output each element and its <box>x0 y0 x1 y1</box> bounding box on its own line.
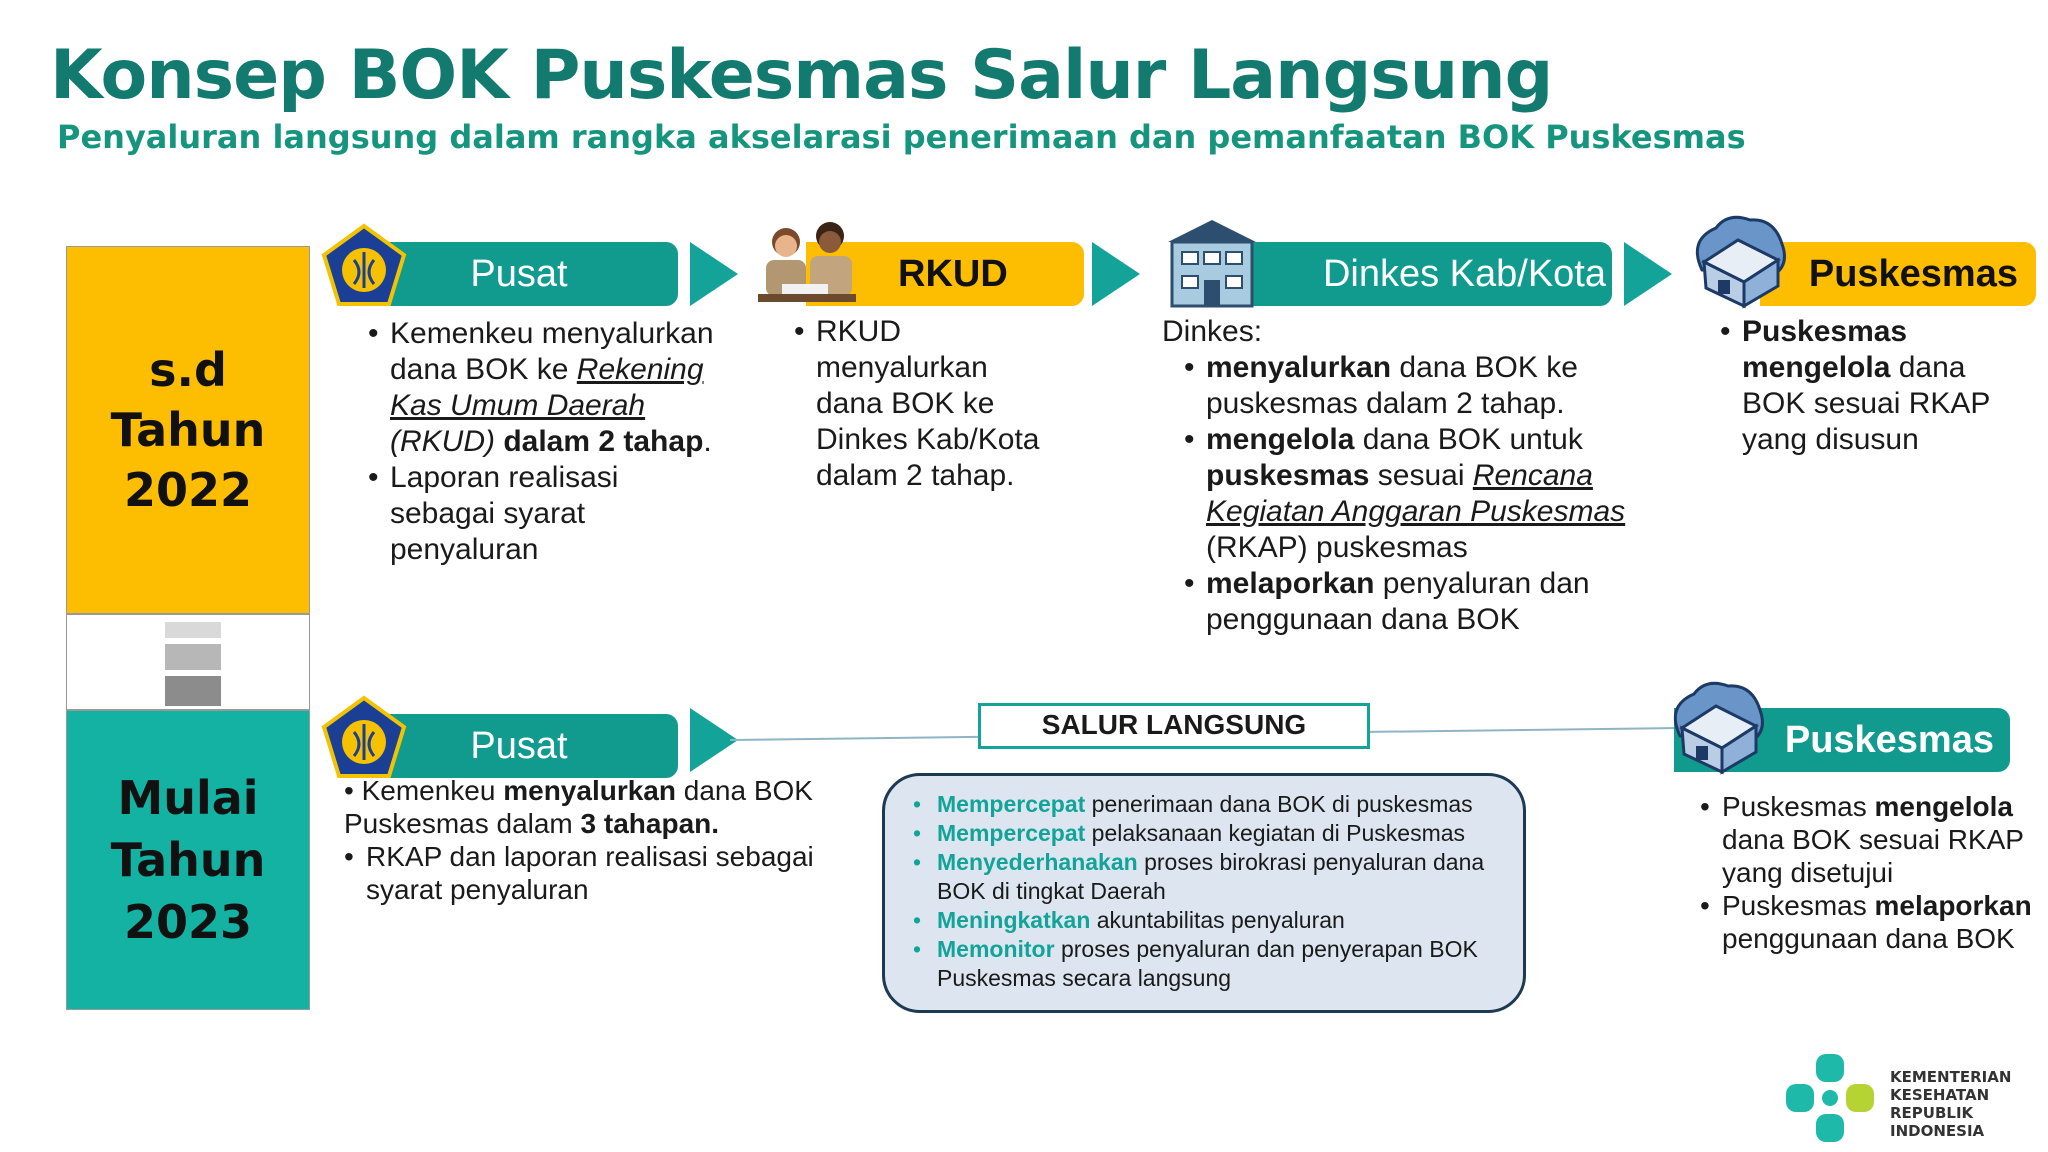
benefit-keyword: Mempercepat <box>937 791 1086 817</box>
dinkes-label: Dinkes Kab/Kota <box>1322 252 1606 295</box>
logo-line: REPUBLIK <box>1890 1104 1974 1122</box>
text: penggunaan dana BOK <box>1722 923 2015 954</box>
kemenkes-logo-text <box>1890 1068 2011 1140</box>
emphasis: Puskesmas mengelola <box>1742 315 1908 384</box>
arrow-right-icon <box>1092 242 1140 306</box>
puskesmas-house-icon <box>1682 210 1792 310</box>
benefit-item <box>913 790 1511 819</box>
puskesmas-label: Puskesmas <box>1784 718 1994 761</box>
emphasis: melaporkan <box>1206 567 1375 600</box>
rkap-term: Rencana Kegiatan Anggaran Puskesmas <box>1206 459 1626 528</box>
office-building-icon <box>1162 218 1262 310</box>
benefit-keyword: Meningkatkan <box>937 907 1091 933</box>
puskesmas-2023-bullet-2 <box>1700 889 2040 955</box>
dinkes-intro: Dinkes: <box>1162 315 1263 348</box>
emphasis: menyalurkan <box>1206 351 1392 384</box>
benefit-keyword: Menyederhanakan <box>937 849 1138 875</box>
rkud-bullet-1: • RKUD menyalurkan dana BOK ke Dinkes Kab/Kota dalam 2 tahap. <box>794 314 1054 494</box>
benefit-keyword: Mempercepat <box>937 820 1086 846</box>
emphasis: mengelola <box>1206 423 1355 456</box>
pusat-2023-bullet-1: • Kemenkeu menyalurkan dana BOK Puskesmas dalam 3 tahapan. <box>344 775 813 839</box>
text: Kemenkeu <box>361 775 504 806</box>
pusat-bullet-2: • Laporan realisasi sebagai syarat penyaluran <box>368 460 728 568</box>
divider-stripe <box>165 622 221 638</box>
divider-stripe <box>165 676 221 706</box>
benefit-text: penerimaan dana BOK di puskesmas <box>1085 791 1473 817</box>
benefit-item <box>913 819 1511 848</box>
pusat-label: Pusat <box>470 724 568 767</box>
page-subtitle: Penyaluran langsung dalam rangka akselarasi penerimaan dan pemanfaatan BOK Puskesmas <box>57 118 1746 156</box>
emphasis: puskesmas <box>1206 459 1370 492</box>
salur-langsung-title: SALUR LANGSUNG <box>978 703 1370 749</box>
dinkes-description <box>1162 314 1650 638</box>
puskesmas-description-2023 <box>1700 790 2040 955</box>
logo-line: INDONESIA <box>1890 1122 1985 1140</box>
emphasis: dalam 2 tahap <box>503 425 704 458</box>
pusat-description-2023 <box>344 774 834 906</box>
salur-langsung-benefits <box>882 773 1526 1013</box>
period-after-line1: Mulai <box>117 771 259 825</box>
dinkes-bullet-3 <box>1184 566 1650 638</box>
pusat-label: Pusat <box>470 252 568 295</box>
emphasis: menyalurkan <box>503 775 676 806</box>
text: . <box>703 425 712 458</box>
logo-line: KEMENTERIAN <box>1890 1068 2012 1086</box>
text: (RKAP) puskesmas <box>1206 531 1468 564</box>
benefit-item <box>913 935 1511 993</box>
text: dana BOK Puskesmas dalam <box>344 775 813 839</box>
dinkes-bullet-1 <box>1184 350 1650 422</box>
text: Puskesmas <box>1722 791 1875 822</box>
period-after-line3: 2023 <box>123 895 252 949</box>
text: dana BOK ke puskesmas dalam 2 tahap. <box>1206 351 1578 420</box>
puskesmas-2023-bullet-1 <box>1700 790 2040 889</box>
benefit-item <box>913 906 1511 935</box>
text: (RKUD) <box>390 425 504 458</box>
arrow-right-icon <box>690 242 738 306</box>
period-after-line2: Tahun <box>110 833 266 887</box>
kemenkes-logo-icon <box>1782 1050 1878 1146</box>
benefit-text: proses penyaluran dan penyerapan BOK Puskesmas secara langsung <box>937 936 1478 991</box>
puskesmas-bullet-1 <box>1720 314 2020 458</box>
puskesmas-description-2022 <box>1720 314 2020 458</box>
pusat-bullet-1 <box>368 316 728 460</box>
rkud-description <box>794 314 1054 494</box>
period-from-2023 <box>66 710 310 1010</box>
emphasis: melaporkan <box>1874 890 2032 921</box>
puskesmas-header-2022 <box>1760 242 2036 306</box>
benefit-text: proses birokrasi penyaluran dana BOK di tingkat Daerah <box>937 849 1485 904</box>
puskesmas-label: Puskesmas <box>1808 252 2018 295</box>
text: penyaluran dan penggunaan dana BOK <box>1206 567 1590 636</box>
logo-line: KESEHATAN <box>1890 1086 1990 1104</box>
emphasis: mengelola <box>1874 791 2013 822</box>
emphasis: 3 tahapan. <box>580 808 720 839</box>
kemenkeu-emblem-icon <box>318 222 410 314</box>
text: Kemenkeu menyalurkan dana BOK ke <box>390 317 714 386</box>
text: dana BOK sesuai RKAP yang disetujui <box>1722 824 2024 888</box>
benefit-item <box>913 848 1511 906</box>
pusat-description-2022 <box>368 316 728 568</box>
text: sesuai <box>1369 459 1473 492</box>
dinkes-bullet-2 <box>1184 422 1650 566</box>
puskesmas-house-icon <box>1660 676 1770 776</box>
officials-people-icon <box>752 216 862 308</box>
benefit-keyword: Memonitor <box>937 936 1055 962</box>
text: Puskesmas <box>1722 890 1875 921</box>
divider-stripe <box>165 644 221 670</box>
text: dana BOK untuk <box>1354 423 1583 456</box>
period-before-line1: s.d Tahun <box>110 343 266 457</box>
rkud-term: Rekening Kas Umum Daerah <box>390 353 704 422</box>
benefit-text: akuntabilitas penyaluran <box>1090 907 1345 933</box>
page-title: Konsep BOK Puskesmas Salur Langsung <box>50 36 1553 115</box>
arrow-right-icon <box>1624 242 1672 306</box>
pusat-2023-bullet-2: • RKAP dan laporan realisasi sebagai syarat penyaluran <box>344 840 834 906</box>
kemenkeu-emblem-icon <box>318 694 410 786</box>
period-before-2022 <box>66 246 310 614</box>
rkud-label: RKUD <box>898 252 1008 295</box>
text: dana BOK sesuai RKAP yang disusun <box>1742 351 1990 456</box>
period-before-line2: 2022 <box>123 463 253 517</box>
benefit-text: pelaksanaan kegiatan di Puskesmas <box>1085 820 1466 846</box>
